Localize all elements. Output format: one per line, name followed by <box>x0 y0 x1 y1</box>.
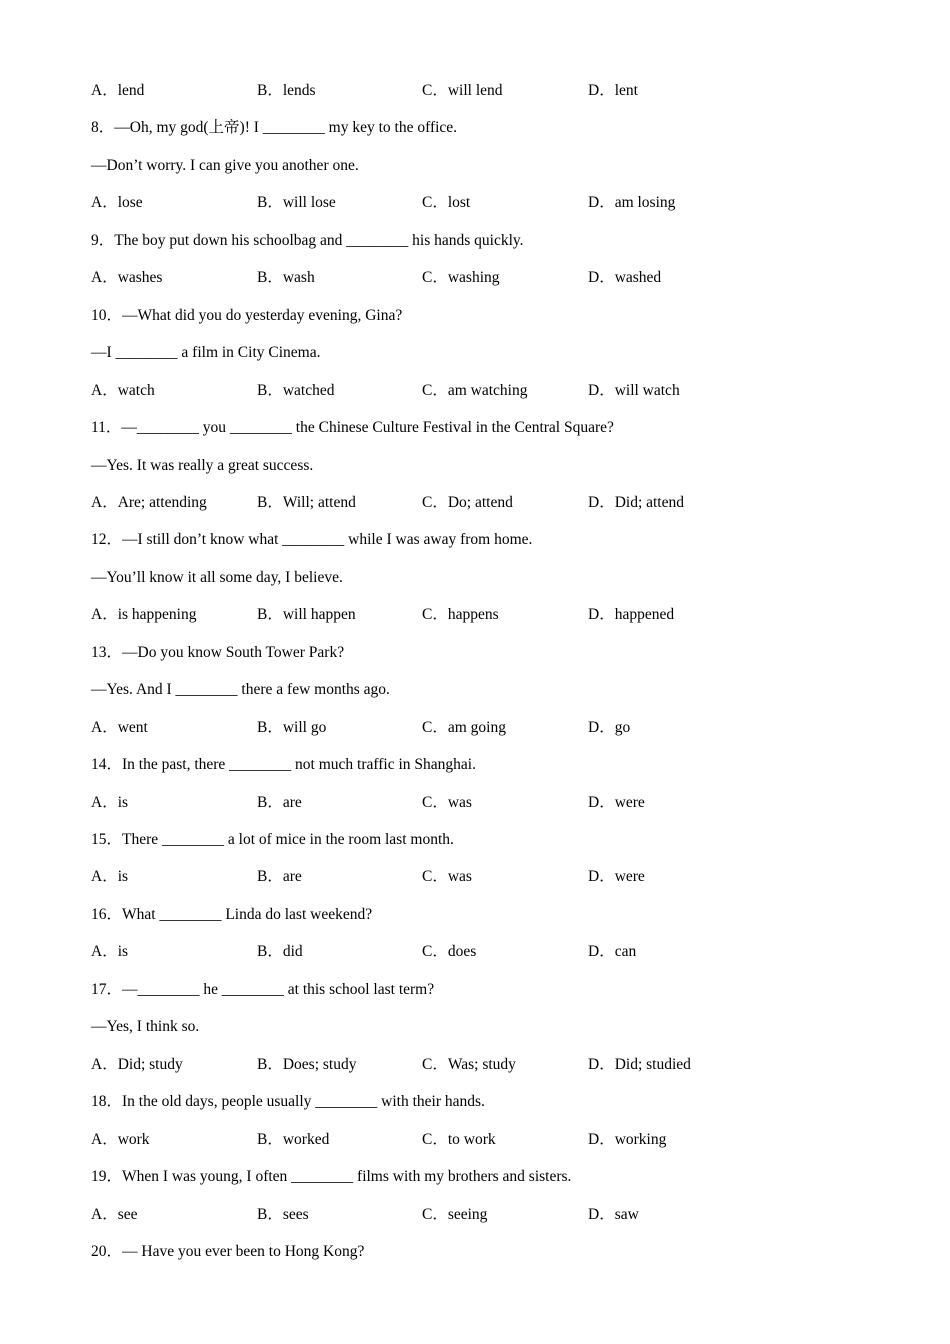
question-stem: 10．—What did you do yesterday evening, Gina? <box>91 307 403 324</box>
answer-option: B．are <box>257 794 302 811</box>
dialogue-line: —Yes, I think so. <box>91 1018 200 1035</box>
answer-option: D．were <box>588 868 645 885</box>
question-stem: 17．—________ he ________ at this school last term? <box>91 981 435 998</box>
answer-option: C．does <box>422 943 477 960</box>
answer-option: B．will go <box>257 719 327 736</box>
answer-option: C．to work <box>422 1131 496 1148</box>
question-stem: 14．In the past, there ________ not much traffic in Shanghai. <box>91 756 476 773</box>
answer-option: C．washing <box>422 269 500 286</box>
answer-option: A．lose <box>91 194 143 211</box>
answer-option: D．Did; studied <box>588 1056 691 1073</box>
answer-option: C．will lend <box>422 82 503 99</box>
answer-option: C．Do; attend <box>422 494 513 511</box>
answer-option: D．working <box>588 1131 667 1148</box>
answer-options-row <box>91 81 851 101</box>
answer-option: B．sees <box>257 1206 309 1223</box>
question-stem: 12．—I still don’t know what ________ while I was away from home. <box>91 531 533 548</box>
answer-option: B．did <box>257 943 303 960</box>
answer-options-row <box>91 793 851 813</box>
question-stem: 11．—________ you ________ the Chinese Culture Festival in the Central Square? <box>91 419 614 436</box>
answer-options-row <box>91 718 851 738</box>
answer-options-row <box>91 381 851 401</box>
dialogue-line: —I ________ a film in City Cinema. <box>91 344 321 361</box>
answer-options-row <box>91 605 851 625</box>
answer-option: D．washed <box>588 269 662 286</box>
answer-option: A．see <box>91 1206 138 1223</box>
answer-option: A．went <box>91 719 148 736</box>
answer-options-row <box>91 1055 851 1075</box>
question-stem: 18．In the old days, people usually ________ with their hands. <box>91 1093 485 1110</box>
answer-option: C．was <box>422 868 472 885</box>
answer-option: C．was <box>422 794 472 811</box>
answer-option: B．wash <box>257 269 315 286</box>
answer-option: A．is <box>91 868 129 885</box>
dialogue-line: —You’ll know it all some day, I believe. <box>91 569 343 586</box>
answer-option: C．seeing <box>422 1206 488 1223</box>
answer-option: D．lent <box>588 82 638 99</box>
answer-option: B．Does; study <box>257 1056 357 1073</box>
answer-options-row <box>91 1130 851 1150</box>
answer-option: A．washes <box>91 269 163 286</box>
answer-option: B．lends <box>257 82 316 99</box>
answer-option: A．watch <box>91 382 155 399</box>
question-stem: 13．—Do you know South Tower Park? <box>91 644 345 661</box>
answer-option: D．go <box>588 719 631 736</box>
answer-options-row <box>91 1205 851 1225</box>
answer-option: D．saw <box>588 1206 639 1223</box>
answer-option: A．is <box>91 794 129 811</box>
answer-option: B．are <box>257 868 302 885</box>
answer-option: C．Was; study <box>422 1056 516 1073</box>
answer-options-row <box>91 193 851 213</box>
dialogue-line: —Yes. And I ________ there a few months ago. <box>91 681 390 698</box>
answer-option: A．work <box>91 1131 150 1148</box>
answer-option: A．lend <box>91 82 145 99</box>
answer-option: D．were <box>588 794 645 811</box>
answer-option: A．Did; study <box>91 1056 183 1073</box>
question-stem: 15．There ________ a lot of mice in the room last month. <box>91 831 454 848</box>
answer-option: C．am going <box>422 719 506 736</box>
answer-option: B．will lose <box>257 194 336 211</box>
answer-option: D．am losing <box>588 194 676 211</box>
answer-option: B．Will; attend <box>257 494 356 511</box>
answer-option: D．will watch <box>588 382 680 399</box>
answer-options-row <box>91 493 851 513</box>
question-stem: 8．—Oh, my god(上帝)! I ________ my key to the office. <box>91 119 458 136</box>
answer-options-row <box>91 867 851 887</box>
question-stem: 20．— Have you ever been to Hong Kong? <box>91 1243 365 1260</box>
answer-option: D．can <box>588 943 637 960</box>
question-stem: 16．What ________ Linda do last weekend? <box>91 906 373 923</box>
dialogue-line: —Yes. It was really a great success. <box>91 457 314 474</box>
answer-options-row <box>91 268 851 288</box>
answer-option: A．Are; attending <box>91 494 207 511</box>
answer-option: C．lost <box>422 194 471 211</box>
answer-option: B．worked <box>257 1131 330 1148</box>
answer-options-row <box>91 942 851 962</box>
answer-option: D．happened <box>588 606 675 623</box>
answer-option: A．is happening <box>91 606 197 623</box>
answer-option: A．is <box>91 943 129 960</box>
answer-option: B．watched <box>257 382 335 399</box>
question-stem: 19．When I was young, I often ________ films with my brothers and sisters. <box>91 1168 572 1185</box>
answer-option: C．am watching <box>422 382 528 399</box>
question-stem: 9．The boy put down his schoolbag and ________ his hands quickly. <box>91 232 524 249</box>
dialogue-line: —Don’t worry. I can give you another one. <box>91 157 359 174</box>
answer-option: C．happens <box>422 606 499 623</box>
answer-option: B．will happen <box>257 606 356 623</box>
answer-option: D．Did; attend <box>588 494 684 511</box>
